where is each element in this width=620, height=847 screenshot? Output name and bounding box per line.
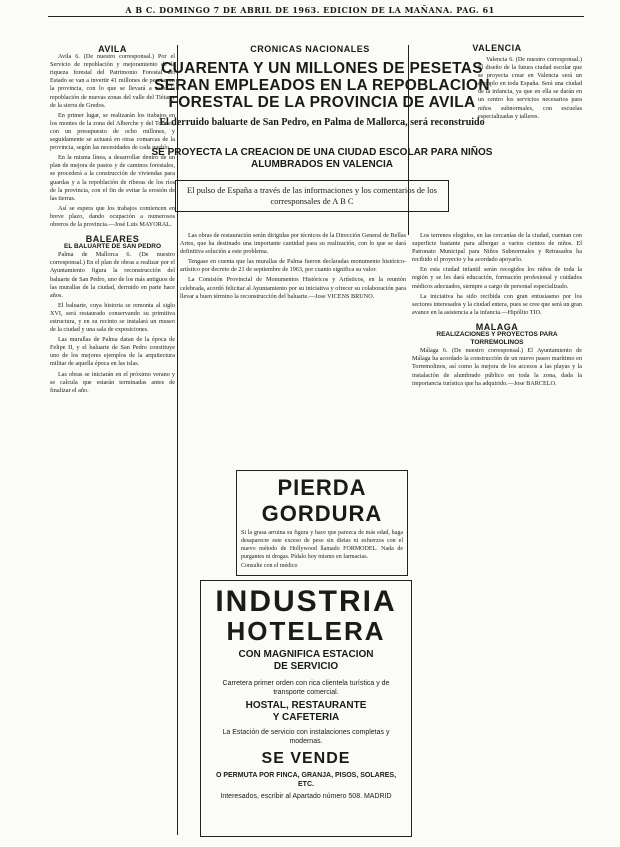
left-para: Las obras se iniciarán en el próximo verano y se calcula que estarán terminadas antes de finalizar el año.	[50, 370, 175, 394]
ad1-title: PIERDA GORDURA	[261, 475, 383, 526]
section-label: CRONICAS NACIONALES	[250, 44, 370, 54]
right-para: En esta ciudad infantil serán recogidos los niños de toda la región y se les dará educación, formación profesional y cuidados médicos adecuados, siempre a cargo de personal especializado.	[412, 266, 582, 290]
ad2-bold2: Y CAFETERIA	[272, 712, 340, 723]
ad2-line1: Carretera primer orden con rica clientela turística y de transporte comercial.	[222, 680, 390, 696]
right-column	[412, 44, 582, 52]
baleares-title: BALEARES	[85, 234, 140, 245]
header-rule	[48, 16, 584, 17]
ad2-line3: O PERMUTA POR FINCA, GRANJA, PISOS, SOLARES, ETC.	[215, 772, 397, 788]
left-para: El baluarte, cuya historia se remonta al siglo XVI, será restaurado conservando su primitiva estructura, y en su recinto se instalará un museo de la ciudad y una sala de exposiciones.	[50, 301, 175, 334]
mid-para: La Comisión Provincial de Monumentos Históricos y Artísticos, en la reunión celebrada, acordó felicitar al Ayuntamiento por su iniciativa y ofrecer su colaboración para llevar a buen término la reconstrucción del baluarte.—Jose VICENS BRUNO.	[180, 276, 406, 300]
right-column-top	[478, 56, 582, 123]
baleares-subtitle: EL BALUARTE DE SAN PEDRO	[63, 243, 162, 251]
page-header: A B C. DOMINGO 7 DE ABRIL DE 1963. EDICION DE LA MAÑANA. PAG. 61	[125, 5, 495, 15]
ad-pierda-gordura	[236, 470, 408, 576]
valencia-title: VALENCIA	[472, 43, 522, 53]
avila-title: AVILA	[98, 44, 127, 54]
ad2-bold1: HOSTAL, RESTAURANTE	[245, 700, 367, 711]
ad2-title: INDUSTRIA	[215, 585, 397, 618]
right-column-body	[412, 232, 582, 390]
left-para: Así se espera que los trabajos comiencen en breve plazo, dando ocupación a numerosos obreros de la provincia.—José Luis MAYORAL.	[50, 204, 175, 228]
malaga-title: MALAGA	[475, 321, 519, 332]
left-para: En primer lugar, se realizarán los trabajos en los montes de la zona del Alberche y del Tormes, con un presupuesto de ocho millones, y seguidamente se actuará en otras comarcas de la provincia, según las necesidades de cada pueblo.	[50, 111, 175, 152]
left-para: Las murallas de Palma datan de la época de Felipe II, y el baluarte de San Pedro constituye uno de los mejores ejemplos de la arquitectura militar de aquella época en las islas.	[50, 336, 175, 368]
left-para: Palma de Mallorca 6. (De nuestro corresponsal.) En el plan de obras a realizar por el Ayuntamiento figura la reconstrucción del baluarte de San Pedro, uno de los más antiguos de las murallas de la ciudad, derruido en parte hace años.	[50, 251, 175, 299]
secondary-headline: El derruido baluarte de San Pedro, en Palma de Mallorca, será reconstruido	[159, 117, 485, 128]
ad2-tag2: DE SERVICIO	[273, 661, 339, 672]
boxed-intro: El pulso de España a través de las informaciones y los comentarios de los corresponsales de A B C	[175, 180, 449, 212]
malaga-subtitle: REALIZACIONES Y PROYECTOS PARA TORREMOLINOS	[436, 331, 558, 347]
right-para: Los terrenos elegidos, en las cercanías de la ciudad, cuentan con superficie bastante para albergar a varios cientos de niños. El Patronato Municipal para Niños Subnormales y Retrasados ha recibido el proyecto y ha acordado apoyarlo.	[412, 232, 582, 264]
ad1-note: Consulte con el médico	[241, 563, 298, 569]
ad1-text: Si la grasa arruina su figura y hace que parezca de más edad, haga desaparecer este exceso de peso sin dietas ni esfuerzos con el nuevo método de Hollywood llamado FORMODEL. Nada de purgantes ni drogas. Pídalo hoy mismo en farmacias.	[241, 530, 403, 560]
right-para: Valencia 6. (De nuestro corresponsal.) El diseño de la futura ciudad escolar que se proyecta crear en Valencia será un ejemplo en toda España. Será una ciudad de la infancia, ya que en ella se darán en un centro los servicios necesarios para niños subnormales, con escuelas especializadas y talleres.	[478, 56, 582, 120]
left-para: Avila 6. (De nuestro corresponsal.) Por el Servicio de repoblación y mejoramiento de la riqueza forestal del Patrimonio Forestal del Estado se van a invertir 41 millones de pesetas en la provincia, con lo que se llevará a cabo la repoblación de nuevas zonas del valle del Tiétar y de la sierra de Gredos.	[50, 53, 175, 109]
right-para: La iniciativa ha sido recibida con gran entusiasmo por los sectores interesados y la ciudad entera, pues se cree que será un gran avance en la asistencia a la infancia.—Hipólito TIO.	[412, 292, 582, 316]
middle-column	[180, 232, 406, 303]
main-headline: CUARENTA Y UN MILLONES DE PESETAS SERAN EMPLEADOS EN LA REPOBLACION FORESTAL DE LA PROVINCIA DE AVILA	[154, 60, 490, 111]
ad2-big: SE VENDE	[261, 750, 351, 767]
left-para: En la misma línea, a desarrollar dentro de un plan de mejora de pastos y de caminos forestales, se procederá a la construcción de viviendas para guardas y a la repoblación de riberas de los ríos de la provincia, con el fin de evitar la erosión de las tierras.	[50, 154, 175, 202]
mid-para: Tengase en cuenta que las murallas de Palma fueron declaradas monumento histórico-artístico por decreto de 21 de septiembre de 1963, por cuanto significa su valor.	[180, 258, 406, 274]
ad2-tag1: CON MAGNIFICA ESTACION	[238, 649, 374, 660]
ad2-line4: Interesados, escribir al Apartado número 508. MADRID	[220, 793, 392, 800]
third-headline: SE PROYECTA LA CREACION DE UNA CIUDAD ESCOLAR PARA NIÑOS ALUMBRADOS EN VALENCIA	[151, 147, 493, 170]
ad2-line2: La Estación de servicio con instalaciones completas y modernas.	[222, 729, 390, 745]
mid-para: Las obras de restauración serán dirigidas por técnicos de la Dirección General de Bellas Artes, que ha destinado una importante cantidad para su realización, con lo que se dará definitiva solución a este problema.	[180, 232, 406, 256]
right-para: Málaga 6. (De nuestro corresponsal.) El Ayuntamiento de Málaga ha acordado la construcción de un nuevo paseo marítimo en Torremolinos, así como la mejora de los accesos a las playas y la instalación de alumbrado público en toda la zona, dada la importancia turística que ha adquirido.—Jose BARCELO.	[412, 347, 582, 387]
ad2-subtitle: HOTELERA	[226, 616, 386, 646]
ad-industria-hotelera	[200, 580, 412, 837]
